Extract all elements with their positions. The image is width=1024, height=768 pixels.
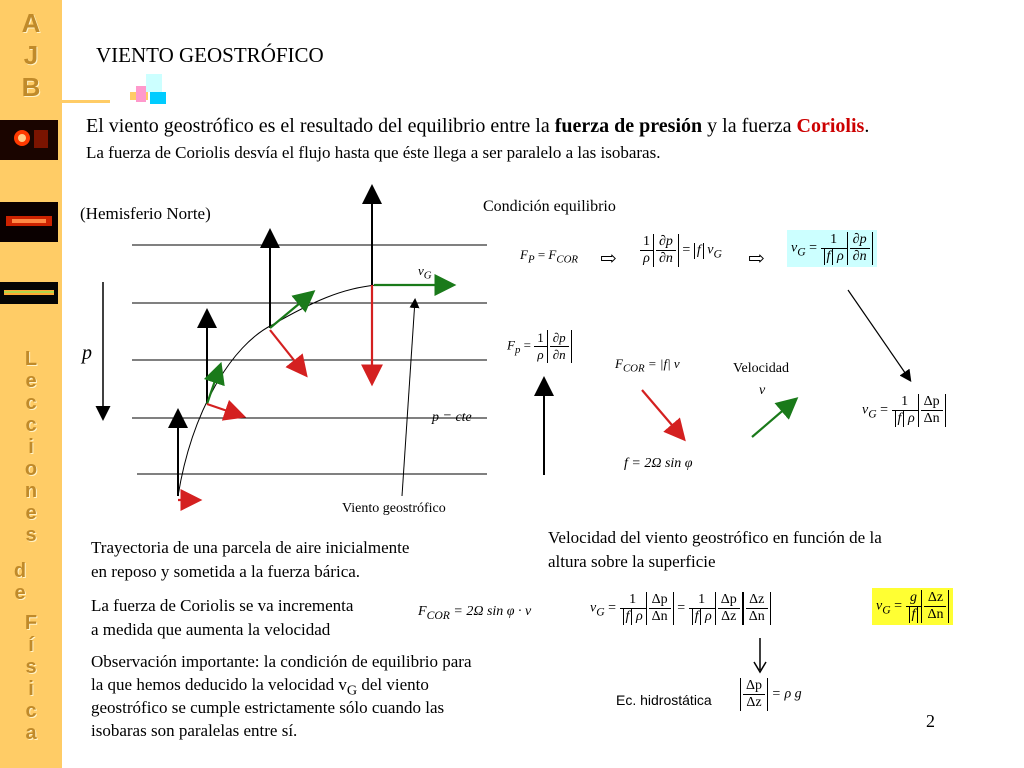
frac-num: 1 <box>821 232 847 249</box>
abs-bar <box>847 232 873 265</box>
vg-label <box>418 263 432 282</box>
abs-bar <box>743 592 771 625</box>
abs-bar <box>646 592 674 625</box>
rho-letter: ρ <box>635 609 643 624</box>
frac-num: Δz <box>746 592 768 609</box>
velocidad-altura-line-2: altura sobre la superficie <box>548 552 716 571</box>
implies-arrow-1: ⇨ <box>600 248 617 270</box>
frac-den <box>620 609 646 625</box>
abs-f <box>909 607 919 623</box>
sidebar-letter: J <box>23 40 39 70</box>
coriolis-text-line-2: a medida que aumenta la velocidad <box>91 620 331 639</box>
hydrostatic-label: Ec. hidrostática <box>616 692 712 708</box>
velocity-vector <box>752 400 795 437</box>
thumbnail-image-3 <box>0 282 58 304</box>
frac-num: 1 <box>689 592 715 609</box>
thumbnail-image-1 <box>0 120 58 160</box>
frac-dp-dz <box>743 678 765 711</box>
force-vectors <box>530 280 950 480</box>
velocity-arrow <box>270 293 312 328</box>
eq-sign: = <box>894 598 903 614</box>
sidebar-letter: B <box>21 72 41 102</box>
intro-line-2: La fuerza de Coriolis desvía el flujo hasta que éste llega a ser paralelo a las isobaras. <box>86 143 661 162</box>
vg-result-highlight <box>787 230 877 267</box>
sidebar-letter: s <box>25 524 37 546</box>
frac-one-rho <box>640 234 653 267</box>
sidebar-letter: n <box>24 480 38 502</box>
sidebar-letter: A <box>21 8 41 38</box>
observacion-line-4: isobaras son paralelas entre sí. <box>91 721 298 740</box>
fcor-letter: F <box>548 247 557 262</box>
f-letter: f <box>625 609 630 624</box>
fcor-letter: F <box>418 604 427 619</box>
v-label: v <box>759 383 766 398</box>
sidebar-letter: í <box>28 634 34 656</box>
abs-bar <box>740 678 768 711</box>
coriolis-force-vector <box>642 390 683 438</box>
v-sub: G <box>868 407 877 421</box>
hemisphere-label: (Hemisferio Norte) <box>80 204 211 223</box>
fcor-sub: COR <box>556 253 579 266</box>
frac-num: Δz <box>924 590 946 607</box>
intro-text: y la fuerza <box>702 115 797 137</box>
eq-sign: = <box>677 600 686 616</box>
derivation-pointer-arrow <box>848 290 910 380</box>
eq-sign: = <box>809 240 818 256</box>
eq-sign: = <box>682 242 691 258</box>
frac-den: ρ <box>643 251 650 266</box>
sidebar-letter: d <box>13 560 27 582</box>
frac-dp-dn <box>850 232 870 265</box>
rho-letter: ρ <box>704 609 712 624</box>
intro-text: . <box>864 115 870 137</box>
velocidad-altura-line-1: Velocidad del viento geostrófico en función de la <box>548 528 882 547</box>
frac-den: ρ <box>537 347 544 362</box>
velocity-arrow <box>207 366 220 404</box>
frac-den: Δn <box>927 607 944 622</box>
coriolis-text-line-1: La fuerza de Coriolis se va incrementa <box>91 596 354 615</box>
equilibrium-formula <box>640 234 722 267</box>
sidebar-letter: L <box>24 348 38 370</box>
sidebar-letter: o <box>24 458 38 480</box>
title-deco-line <box>62 100 110 103</box>
sidebar-letter: i <box>28 678 34 700</box>
eq-sign: = <box>523 337 531 353</box>
fcor-rhs: = |f| v <box>647 356 680 371</box>
sidebar-letter: a <box>25 722 37 744</box>
abs-bar <box>715 592 743 625</box>
fp-letter: F <box>507 337 515 353</box>
fcor-letter: F <box>615 356 623 371</box>
abs-bar <box>918 394 946 427</box>
f-letter: f <box>897 411 902 426</box>
hydrostatic-formula <box>740 678 802 711</box>
sidebar-letter: e <box>25 370 37 392</box>
sidebar-letter: F <box>24 612 38 634</box>
frac-dz-dn <box>746 592 768 625</box>
abs-f <box>694 243 704 259</box>
frac-den: Δn <box>748 609 765 624</box>
sidebar-letter: c <box>25 700 37 722</box>
frac-num: Δp <box>649 592 671 609</box>
sidebar-letter: e <box>14 582 26 604</box>
frac-dz-dn <box>924 590 946 623</box>
abs-f <box>692 609 702 625</box>
fp-sub: p <box>514 344 521 357</box>
frac-one-frho <box>689 592 715 625</box>
frac-num: Δp <box>921 394 943 411</box>
frac-den: ∂n <box>852 249 867 264</box>
page-title: VIENTO GEOSTRÓFICO <box>96 43 324 67</box>
vg-height-formula <box>590 592 771 625</box>
f-letter: f <box>696 242 701 258</box>
frac-num: 1 <box>892 394 918 411</box>
intro-text: El viento geostrófico es el resultado del equilibrio entre la <box>86 115 555 137</box>
v-sub: G <box>797 245 806 259</box>
eq-sign: = <box>608 600 617 616</box>
vg-sub: G <box>423 269 432 282</box>
hydro-rhs: = ρ g <box>771 686 802 702</box>
v-sub: G <box>713 247 722 261</box>
v-sub: G <box>882 603 891 617</box>
observacion-line-3: geostrófico se cumple estrictamente sólo cuando las <box>91 698 445 717</box>
observacion-line-1: Observación importante: la condición de equilibrio para <box>91 652 472 671</box>
sidebar-letter: c <box>25 392 37 414</box>
condicion-equilibrio-heading: Condición equilibrio <box>483 198 616 215</box>
frac-num: g <box>906 590 922 607</box>
thumbnail-image-2 <box>0 202 58 242</box>
viento-geostrofico-label: Viento geostrófico <box>342 501 446 516</box>
frac-num: 1 <box>620 592 646 609</box>
v-letter: v <box>862 402 869 418</box>
abs-f <box>895 411 905 427</box>
frac-den <box>689 609 715 625</box>
pcte-label: p = cte <box>432 410 472 425</box>
frac-den: ∂n <box>552 347 566 362</box>
frac-den: Δn <box>651 609 668 624</box>
down-arrow <box>750 636 770 676</box>
v-letter: v <box>707 242 714 258</box>
frac-one-frho <box>821 232 847 265</box>
coriolis-arrow <box>207 404 242 416</box>
abs-bar <box>653 234 679 267</box>
eq-sign: = <box>537 247 546 262</box>
frac-num: ∂p <box>550 330 569 347</box>
sidebar-letter: i <box>28 436 34 458</box>
velocidad-label: Velocidad <box>733 361 789 376</box>
sidebar <box>0 0 62 768</box>
title-deco-block <box>150 92 166 104</box>
frac-den: Δn <box>923 411 940 426</box>
frac-dp-dn <box>649 592 671 625</box>
coriolis-arrow <box>270 330 305 374</box>
sidebar-letter: e <box>25 502 37 524</box>
frac-den <box>892 411 918 427</box>
frac-den: Δz <box>721 609 737 624</box>
sidebar-letter: c <box>25 414 37 436</box>
frac-num: Δp <box>743 678 765 695</box>
vg-v: v <box>418 263 424 278</box>
intro-line-1 <box>86 114 869 138</box>
trayectoria-line-1: Trayectoria de una parcela de aire inicialmente <box>91 538 410 557</box>
vg-delta-formula <box>862 394 946 427</box>
frac-den <box>821 249 847 265</box>
fp-letter: F <box>520 247 528 262</box>
abs-f <box>623 609 633 625</box>
fcor-sub: COR <box>426 608 450 622</box>
frac-dp-dz <box>718 592 740 625</box>
frac-den: Δz <box>746 695 762 710</box>
eq-sign: = <box>880 402 889 418</box>
abs-bar <box>921 590 949 623</box>
frac-num: ∂p <box>656 234 676 251</box>
obs-text: la que hemos deducido la velocidad v <box>91 675 347 694</box>
title-deco-block <box>136 86 146 102</box>
v-letter: v <box>791 240 798 256</box>
f-letter: f <box>694 609 699 624</box>
intro-coriolis: Coriolis <box>796 115 865 137</box>
f-definition: f = 2Ω sin φ <box>624 456 693 471</box>
implies-arrow-2: ⇨ <box>748 248 765 270</box>
rho-letter: ρ <box>836 249 844 264</box>
fcor-velocity-formula <box>418 604 531 622</box>
fp-sub: P <box>527 253 535 266</box>
obs-sub: G <box>346 682 358 699</box>
title-deco-block <box>146 74 162 92</box>
v-letter: v <box>876 598 883 614</box>
frac-one-frho <box>892 394 918 427</box>
obs-text: del viento <box>357 675 429 694</box>
sidebar-letter: s <box>25 656 37 678</box>
v-letter: v <box>590 600 597 616</box>
label-pointer-line <box>402 300 415 496</box>
f-letter: f <box>826 249 831 264</box>
v-sub: G <box>596 605 605 619</box>
frac-dp-dn <box>921 394 943 427</box>
frac-den <box>906 607 922 623</box>
page-number: 2 <box>926 711 935 731</box>
abs-f <box>824 249 834 265</box>
frac-num: ∂p <box>850 232 870 249</box>
vg-final-highlight <box>872 588 953 625</box>
fcor-sub: COR <box>622 362 645 375</box>
frac-num: 1 <box>534 330 547 347</box>
fp-eq-fcor <box>520 247 578 266</box>
trayectoria-line-2: en reposo y sometida a la fuerza bárica. <box>91 562 361 581</box>
f-letter: f <box>911 607 916 622</box>
frac-den: ∂n <box>659 251 673 266</box>
frac-num: 1 <box>640 234 653 251</box>
frac-one-frho <box>620 592 646 625</box>
frac-g-f <box>906 590 922 623</box>
pressure-label: p <box>82 342 92 364</box>
frac-num: Δp <box>718 592 740 609</box>
intro-bold: fuerza de presión <box>554 115 703 137</box>
frac-dp-dn <box>656 234 676 267</box>
rho-letter: ρ <box>907 411 915 426</box>
fcor-rhs: = 2Ω sin φ · v <box>453 604 532 619</box>
